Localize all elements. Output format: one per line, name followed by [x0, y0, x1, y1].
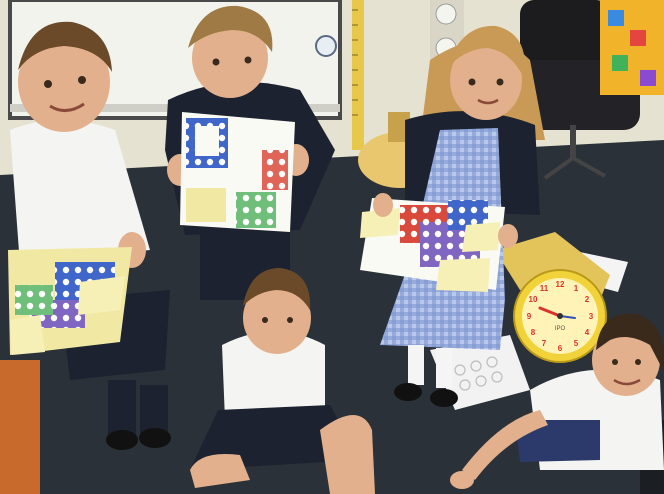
clock-numeral-7: 7	[541, 339, 547, 348]
clock-numeral-11: 11	[539, 284, 549, 293]
geoboard-middle	[180, 112, 295, 232]
measuring-tape	[352, 0, 364, 150]
clock-numeral-5: 5	[573, 339, 579, 348]
clock-numeral-1: 1	[573, 284, 579, 293]
clock-numeral-3: 3	[588, 312, 594, 321]
clock-numeral-2: 2	[584, 295, 590, 304]
clock-numeral-9: 9	[526, 312, 532, 321]
clock-numeral-6: 6	[557, 344, 563, 353]
clock-numeral-12: 12	[555, 280, 565, 289]
wall-clock-small	[316, 36, 336, 56]
clock-numeral-8: 8	[530, 328, 536, 337]
geoboard-left	[8, 247, 132, 355]
clock-brand: IPO	[554, 326, 566, 332]
clock-numeral-4: 4	[584, 328, 590, 337]
clock-numeral-10: 10	[528, 295, 538, 304]
cabinet	[0, 360, 40, 494]
